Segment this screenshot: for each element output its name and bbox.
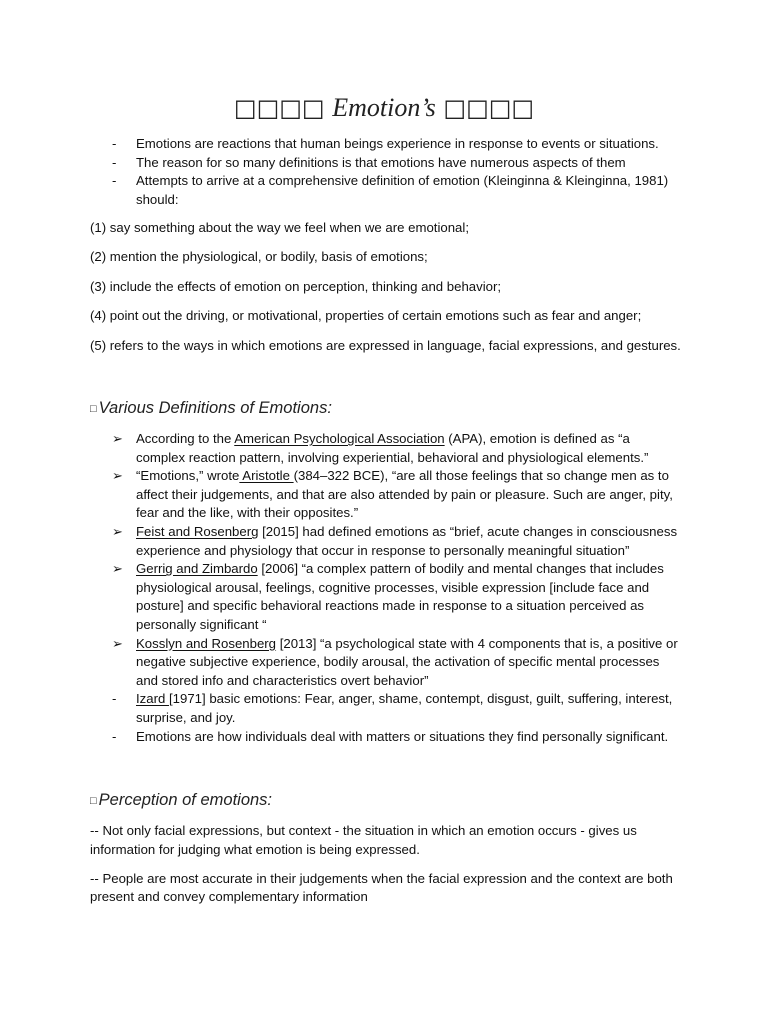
definition-text: Emotions are how individuals deal with matters or situations they find personally significant. (136, 728, 669, 744)
arrow-bullet-icon: ➢ (112, 523, 124, 539)
definition-item (112, 467, 678, 523)
definition-text: (APA), emotion is defined as “a complex reaction pattern, involving experiential, behavioral and physiological elements.” (136, 431, 649, 465)
intro-list (112, 135, 672, 209)
paragraph: -- People are most accurate in their judgements when the facial expression and the context are both present and convey complementary information (90, 870, 673, 905)
dash-marker: - (112, 173, 117, 189)
definition-item (112, 560, 678, 634)
dash-marker: - (112, 136, 117, 151)
criterion-item: (1) say something about the way we feel when we are emotional; (90, 220, 469, 235)
section-heading-definitions (90, 397, 332, 420)
definition-item (112, 430, 678, 467)
title-suffix-glyphs: □□□□ (443, 94, 535, 122)
dash-marker: - (112, 154, 117, 170)
title-prefix-glyphs: □□□□ (233, 94, 325, 122)
definition-pre: “Emotions,” wrote (136, 468, 240, 484)
arrow-bullet-icon: ➢ (112, 635, 124, 651)
definition-item (112, 728, 678, 747)
definition-item (112, 635, 678, 691)
citation-link[interactable]: Izard (136, 691, 169, 707)
page-title (0, 92, 768, 124)
citation-link[interactable]: Aristotle (239, 468, 294, 484)
numbered-criteria (90, 219, 710, 366)
definition-text: [2006] “a complex pattern of bodily and mental changes that includes physiological arousal, feelings, cognitive processes, visible expression [include face and posture] and specific behavioral reactions made in response to a situation perceived as personally significant “ (136, 561, 664, 632)
list-item (112, 172, 672, 209)
citation-link[interactable]: Kosslyn and Rosenberg (136, 635, 277, 651)
list-item (112, 154, 672, 173)
list-item-text: Attempts to arrive at a comprehensive definition of emotion (Kleinginna & Kleinginna, 1981) should: (136, 173, 669, 207)
arrow-bullet-icon: ➢ (112, 468, 124, 484)
dash-marker: - (112, 728, 117, 744)
citation-link[interactable]: Gerrig and Zimbardo (136, 561, 258, 577)
list-item-text: The reason for so many definitions is that emotions have numerous aspects of them (136, 154, 626, 170)
definition-text: (384–322 BCE), “are all those feelings that so change men as to affect their judgements, and that are also attended by pain or pleasure. Such are anger, pity, fear and the like, with their opposites.” (136, 468, 673, 521)
definition-text: [2013] “a psychological state with 4 components that is, a positive or negative subjective experience, bodily arousal, the activation of specific mental processes and stored info and characteristics overt behavior” (136, 635, 678, 688)
criterion-item: (3) include the effects of emotion on perception, thinking and behavior; (90, 278, 502, 294)
citation-link[interactable]: Feist and Rosenberg (136, 523, 259, 539)
title-name: Emotion’s (332, 93, 436, 122)
list-item-text: Emotions are reactions that human beings experience in response to events or situations. (136, 136, 659, 151)
definition-item (112, 690, 678, 727)
section-heading-perception (90, 789, 272, 812)
definition-text: [1971] basic emotions: Fear, anger, shame, contempt, disgust, guilt, suffering, interest, surprise, and joy. (136, 691, 673, 725)
perception-paragraphs (90, 822, 690, 918)
definitions-list (112, 430, 678, 746)
heading-text: Various Definitions of Emotions: (98, 399, 332, 417)
definition-item (112, 523, 678, 560)
criterion-item: (2) mention the physiological, or bodily, basis of emotions; (90, 249, 428, 265)
square-bullet-icon: □ (90, 403, 97, 415)
arrow-bullet-icon: ➢ (112, 431, 124, 446)
definition-text: [2015] had defined emotions as “brief, acute changes in consciousness experience and physiology that occur in response to personally meaningful situation” (136, 523, 678, 558)
definition-pre: According to the (136, 431, 235, 446)
criterion-item: (5) refers to the ways in which emotions are expressed in language, facial expressions, and gestures. (90, 337, 681, 353)
heading-text: Perception of emotions: (98, 791, 273, 809)
citation-link[interactable]: American Psychological Association (234, 431, 445, 446)
arrow-bullet-icon: ➢ (112, 561, 124, 577)
square-bullet-icon: □ (90, 795, 97, 807)
dash-marker: - (112, 691, 117, 707)
paragraph: -- Not only facial expressions, but context - the situation in which an emotion occurs - gives us information for judging what emotion is being expressed. (90, 823, 637, 857)
list-item (112, 135, 672, 154)
criterion-item: (4) point out the driving, or motivational, properties of certain emotions such as fear and anger; (90, 308, 642, 324)
